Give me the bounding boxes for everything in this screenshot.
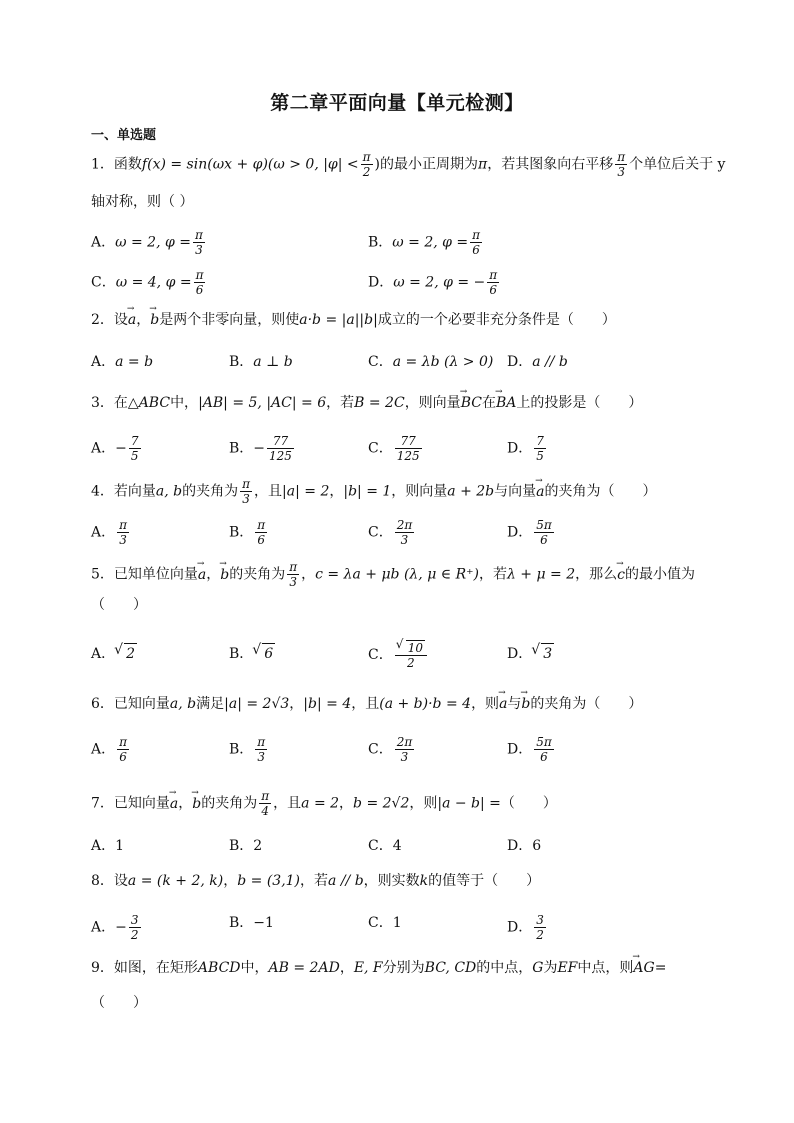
question-4-option-a[interactable]: A． $\frac{\pi}{3}$ <box>91 518 128 547</box>
question-3-stem: 3．在△ABC中，|AB| = 5, |AC| = 6，若B = 2C，则向量→ BC在→ BA上的投影是（ ） <box>91 393 642 413</box>
question-7-option-a[interactable]: A．1 <box>91 838 125 854</box>
question-2-stem: 2．设→ a，→ b是两个非零向量，则使a·b = |a||b|成立的一个必要非充分条件是（ ） <box>91 310 616 330</box>
question-1-option-b[interactable]: B．ω = 2, φ = $\frac{\pi}{6}$ <box>368 228 481 257</box>
question-4-option-b[interactable]: B． $\frac{\pi}{6}$ <box>229 518 266 547</box>
question-7-stem: 7．已知向量→ a，→ b的夹角为 $\frac{\pi}{4}$ ，且a = 2，b = 2√2，则|a − b| =（ ） <box>91 789 557 818</box>
question-2-option-d[interactable]: D．a // b <box>507 354 568 370</box>
question-8-option-b[interactable]: B．−1 <box>229 915 274 931</box>
question-3-option-b[interactable]: B．− $\frac{77}{125}$ <box>229 434 292 463</box>
question-5-option-d[interactable]: D．√ 3 <box>507 643 554 664</box>
question-8-option-a[interactable]: A．− $\frac{3}{2}$ <box>91 913 139 942</box>
question-3-option-d[interactable]: D． $\frac{7}{5}$ <box>507 434 544 463</box>
question-4-option-c[interactable]: C． $\frac{2\pi}{3}$ <box>368 518 413 547</box>
section-heading: 一、单选题 <box>91 128 157 143</box>
question-7-option-b[interactable]: B．2 <box>229 838 263 854</box>
question-3-option-c[interactable]: C． $\frac{77}{125}$ <box>368 434 420 463</box>
question-1-option-d[interactable]: D．ω = 2, φ = − $\frac{\pi}{6}$ <box>368 268 498 297</box>
question-6-option-b[interactable]: B． $\frac{\pi}{3}$ <box>229 735 266 764</box>
question-1-stem-cont: 轴对称，则（ ） <box>91 194 194 210</box>
question-6-option-c[interactable]: C． $\frac{2\pi}{3}$ <box>368 735 413 764</box>
question-5-option-c[interactable]: C． √ $\frac{10}{2}$ <box>368 640 429 670</box>
question-5-stem: 5．已知单位向量→ a，→ b的夹角为 $\frac{\pi}{3}$ ，c = λa + μb (λ, μ ∈ R⁺)，若λ + μ = 2，那么→ c的最小值为 <box>91 560 695 589</box>
question-1-option-a[interactable]: A．ω = 2, φ = $\frac{\pi}{3}$ <box>91 228 203 257</box>
question-4-stem: 4．若向量a, b的夹角为 $\frac{\pi}{3}$ ，且|a| = 2，|b| = 1，则向量a + 2b与向量→ a的夹角为（ ） <box>91 477 657 506</box>
question-8-option-c[interactable]: C．1 <box>368 915 402 931</box>
question-3-option-a[interactable]: A．− $\frac{7}{5}$ <box>91 434 139 463</box>
question-7-option-d[interactable]: D．6 <box>507 838 542 854</box>
question-5-stem-cont: （ ） <box>91 597 147 613</box>
question-2-option-b[interactable]: B．a ⊥ b <box>229 354 293 370</box>
question-8-option-d[interactable]: D． $\frac{3}{2}$ <box>507 913 544 942</box>
question-5-option-a[interactable]: A．√ 2 <box>91 643 137 664</box>
question-8-stem: 8．设a = (k + 2, k)，b = (3,1)，若a // b，则实数k的值等于（ ） <box>91 873 541 889</box>
question-5-option-b[interactable]: B．√ 6 <box>229 643 275 664</box>
question-1-stem: 1．函数f(x) = sin(ωx + φ)(ω > 0, |φ| < $\frac{\pi}{2}$ )的最小正周期为π，若其图象向右平移 $\frac{\pi}{3}$ 个单位后关于 y <box>91 150 726 179</box>
question-6-stem: 6．已知向量a, b满足|a| = 2√3，|b| = 4，且(a + b)·b = 4，则→ a与→ b的夹角为（ ） <box>91 694 642 714</box>
question-1-option-c[interactable]: C．ω = 4, φ = $\frac{\pi}{6}$ <box>91 268 204 297</box>
question-6-option-d[interactable]: D． $\frac{5\pi}{6}$ <box>507 735 552 764</box>
page-title: 第二章平面向量【单元检测】 <box>270 92 524 114</box>
question-4-option-d[interactable]: D． $\frac{5\pi}{6}$ <box>507 518 552 547</box>
question-7-option-c[interactable]: C．4 <box>368 838 402 854</box>
question-2-option-a[interactable]: A．a = b <box>91 354 154 370</box>
question-6-option-a[interactable]: A． $\frac{\pi}{6}$ <box>91 735 128 764</box>
question-9-stem-cont: （ ） <box>91 995 147 1011</box>
question-2-option-c[interactable]: C．a = λb (λ > 0) <box>368 354 494 370</box>
question-9-stem: 9．如图，在矩形ABCD中，AB = 2AD，E, F分别为BC, CD的中点，G为EF中点，则→ AG= <box>91 958 666 978</box>
